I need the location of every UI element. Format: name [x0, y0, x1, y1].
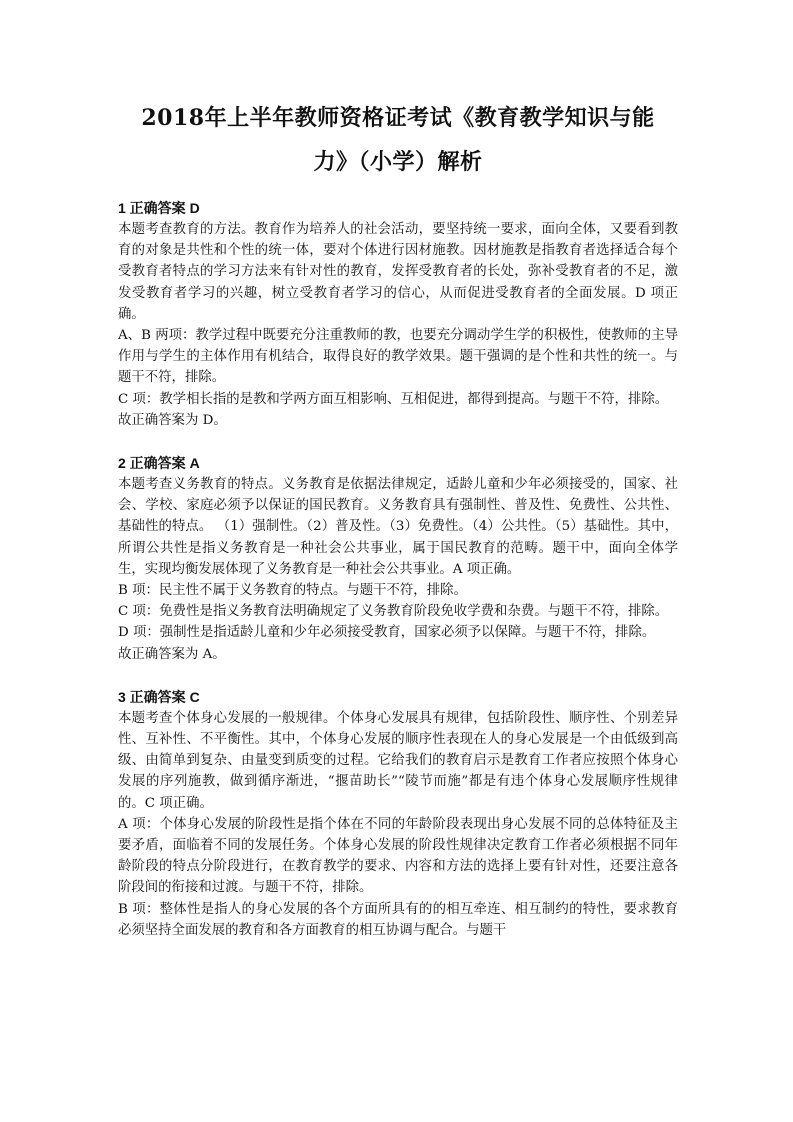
conclusion-paragraph: 故正确答案为 A。: [118, 646, 226, 662]
document-title: [118, 96, 678, 184]
explanation-paragraph: 本题考查教育的方法。教育作为培养人的社会活动，要坚持统一要求，面向全体，又要看到教育的对象是共性和个性的统一体，要对个体进行因材施教。因材施教是指教育者选择适合每个受教育者特点的学习方法来有针对性的教育，发挥受教育者的长处，弥补受教育者的不足，激发受教育者学习的兴趣，树立受教育者学习的信心，从而促进受教育者的全面发展。D 项正确。: [118, 222, 678, 322]
answer-section-3: [118, 687, 678, 941]
answer-section-1: [118, 198, 678, 431]
explanation-paragraph: D 项：强制性是指适龄儿童和少年必须接受教育，国家必须予以保障。与题干不符，排除。: [118, 625, 656, 641]
explanation-paragraph: A、B 两项：教学过程中既要充分注重教师的教，也要充分调动学生学的积极性，使教师的主导作用与学生的主体作用有机结合，取得良好的教学效果。题干强调的是个性和共性的统一。与题干不符，排除。: [118, 328, 678, 386]
answer-heading: 1 正确答案 D: [118, 200, 200, 216]
conclusion-paragraph: 故正确答案为 D。: [118, 412, 227, 428]
answer-section-2: [118, 453, 678, 665]
explanation-paragraph: 本题考查个体身心发展的一般规律。个体身心发展具有规律，包括阶段性、顺序性、个别差异性、互补性、不平衡性。其中，个体身心发展的顺序性表现在人的身心发展是一个由低级到高级、由简单到复杂、由量变到质变的过程。它给我们的教育启示是教育工作者应按照个体身心发展的序列施教，做到循序渐进，“揠苗助长”“陵节而施”都是有违个体身心发展顺序性规律的。C 项正确。: [118, 710, 678, 811]
document-page: [118, 96, 678, 963]
explanation-paragraph: C 项：教学相长指的是教和学两方面互相影响、互相促进，都得到提高。与题干不符，排除。: [118, 391, 669, 407]
title-line-2: 力》（小学）解析: [313, 149, 483, 175]
explanation-paragraph: B 项：整体性是指人的身心发展的各个方面所具有的的相互牵连、相互制约的特性，要求教育必须坚持全面发展的教育和各方面教育的相互协调与配合。与题干: [118, 901, 678, 938]
answer-heading: 3 正确答案 C: [118, 688, 200, 705]
answer-heading: 2 正确答案 A: [118, 455, 200, 472]
explanation-paragraph: C 项：免费性是指义务教育法明确规定了义务教育阶段免收学费和杂费。与题干不符，排除。: [118, 604, 669, 620]
explanation-paragraph: 本题考查义务教育的特点。义务教育是依据法律规定，适龄儿童和少年必须接受的，国家、社会、学校、家庭必须予以保证的国民教育。义务教育具有强制性、普及性、免费性、公共性、基础性的特点。 （1）强制性。（2）普及性。（3）免费性。（4）公共性。（5）基础性。其中，所谓公共性是指义务教育是一种社会公共事业，属于国民教育的范畴。题干中，面向全体学生，实现均衡发展体现了义务教育是一种社会公共事业。A 项正确。: [118, 477, 678, 577]
explanation-paragraph: B 项：民主性不属于义务教育的特点。与题干不符，排除。: [118, 583, 467, 599]
explanation-paragraph: A 项：个体身心发展的阶段性是指个体在不同的年龄阶段表现出身心发展不同的总体特征及主要矛盾，面临着不同的发展任务。个体身心发展的阶段性规律决定教育工作者必须根据不同年龄阶段的特点分阶段进行，在教育教学的要求、内容和方法的选择上要有针对性，还要注意各阶段间的衔接和过渡。与题干不符，排除。: [118, 816, 678, 896]
title-line-1: 2018年上半年教师资格证考试《教育教学知识与能: [141, 105, 655, 131]
